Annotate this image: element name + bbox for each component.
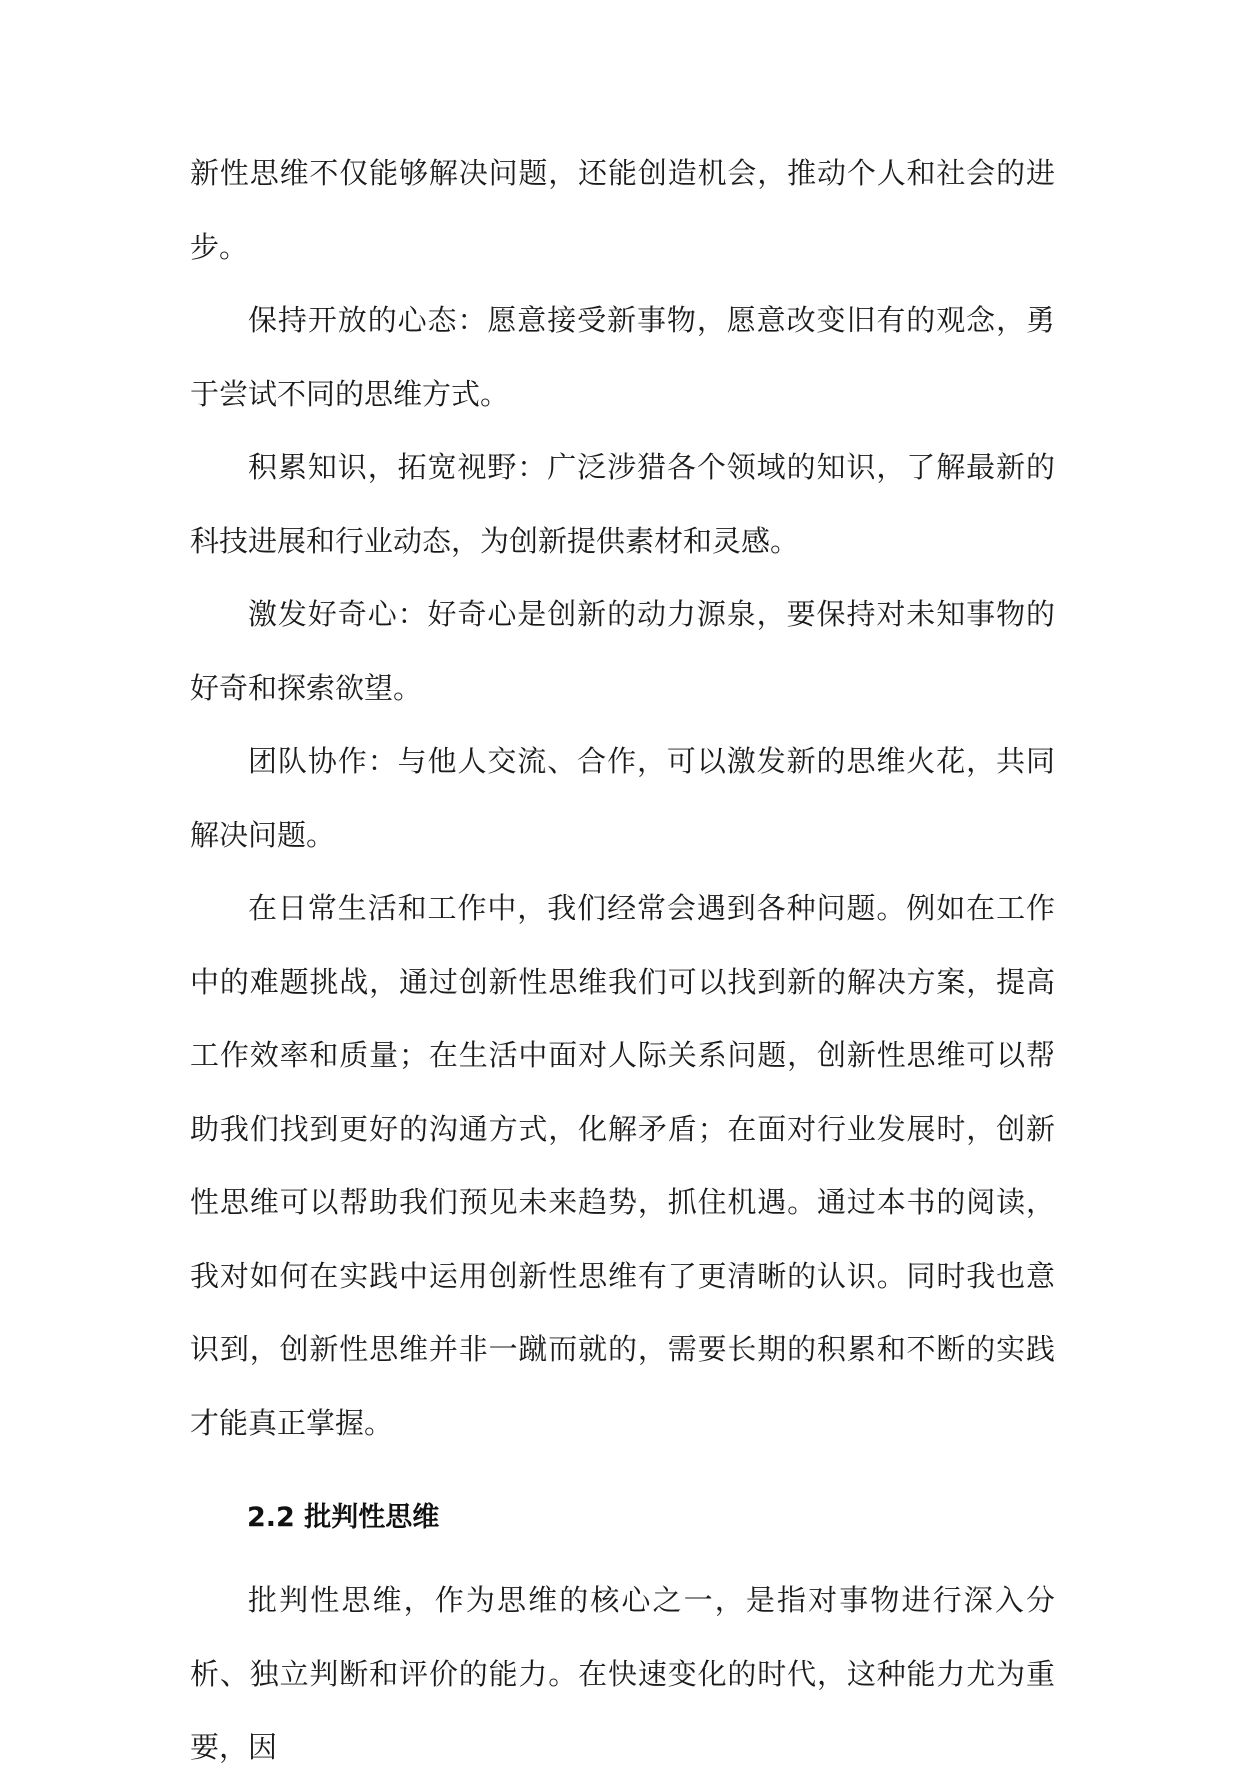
- paragraph-daily-life: 在日常生活和工作中，我们经常会遇到各种问题。例如在工作中的难题挑战，通过创新性思维我们可以找到新的解决方案，提高工作效率和质量；在生活中面对人际关系问题，创新性思维可以帮助我们找到更好的沟通方式，化解矛盾；在面对行业发展时，创新性思维可以帮助我们预见未来趋势，抓住机遇。通过本书的阅读，我对如何在实践中运用创新性思维有了更清晰的认识。同时我也意识到，创新性思维并非一蹴而就的，需要长期的积累和不断的实践才能真正掌握。: [190, 891, 1055, 1440]
- section-heading: 2.2 批判性思维: [247, 1502, 440, 1533]
- paragraph-teamwork: 团队协作：与他人交流、合作，可以激发新的思维火花，共同解决问题。: [190, 744, 1055, 852]
- paragraph-knowledge: 积累知识，拓宽视野：广泛涉猎各个领域的知识，了解最新的科技进展和行业动态，为创新提供素材和灵感。: [190, 450, 1055, 558]
- paragraph-critical-thinking: 批判性思维，作为思维的核心之一，是指对事物进行深入分析、独立判断和评价的能力。在快速变化的时代，这种能力尤为重要，因: [190, 1583, 1055, 1764]
- paragraph-continuation: 新性思维不仅能够解决问题，还能创造机会，推动个人和社会的进步。: [190, 156, 1055, 264]
- body-text: [190, 137, 1055, 1785]
- paragraph-open-mindset: 保持开放的心态：愿意接受新事物，愿意改变旧有的观念，勇于尝试不同的思维方式。: [190, 303, 1055, 411]
- paragraph-curiosity: 激发好奇心：好奇心是创新的动力源泉，要保持对未知事物的好奇和探索欲望。: [190, 597, 1055, 705]
